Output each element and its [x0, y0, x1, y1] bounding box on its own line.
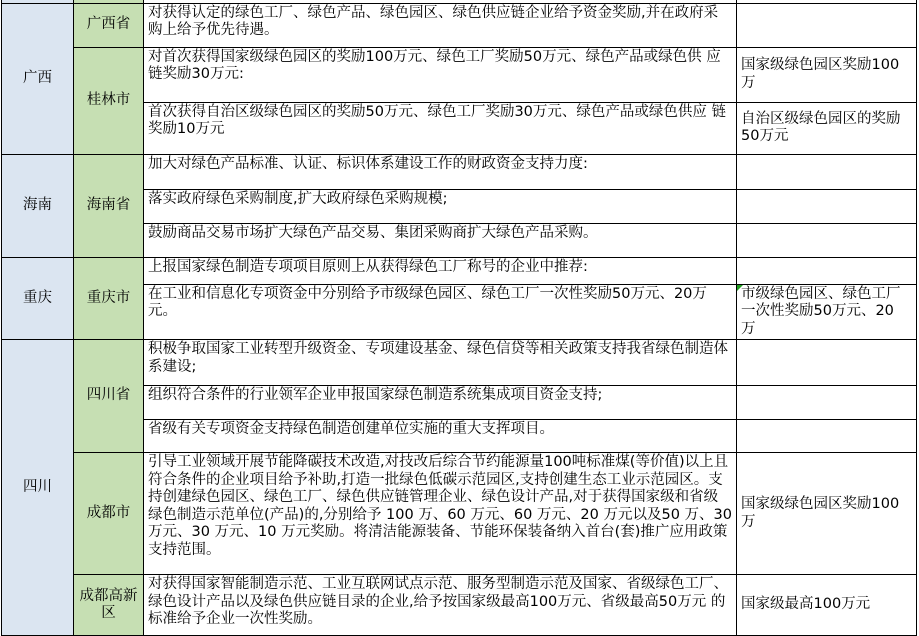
policy-cell[interactable]: 上报国家绿色制造专项项目原则上从获得绿色工厂称号的企业中推荐: [144, 257, 737, 284]
award-cell[interactable] [737, 223, 917, 257]
table-row [2, 154, 917, 189]
policy-cell[interactable]: 首次获得自治区级绿色园区的奖励50万元、绿色工厂奖励30万元、绿色产品或绿色供应 链奖励10万元 [144, 102, 737, 154]
policy-cell[interactable]: 在工业和信息化专项资金中分别给予市级绿色园区、绿色工厂一次性奖励50万元、20万元。 [144, 284, 737, 340]
policy-cell[interactable]: 对获得国家智能制造示范、工业互联网试点示范、服务型制造示范及国家、省级绿色工厂、绿色设计产品以及绿色供应链目录的企业,给予按国家级最高100万元、省级最高50万元 的标准给予企业一次性奖励。 [144, 575, 737, 636]
province-cell-chongqing[interactable]: 重庆 [2, 257, 74, 340]
city-cell-guangxi-sheng[interactable]: 广西省 [74, 3, 144, 47]
province-cell-guangxi[interactable]: 广西 [2, 3, 74, 154]
city-cell-chengdu-gaoxin[interactable]: 成都高新区 [74, 575, 144, 636]
table-row [2, 575, 917, 636]
policy-cell[interactable]: 省级有关专项资金支持绿色制造创建单位实施的重大支挥项目。 [144, 420, 737, 453]
award-cell[interactable] [737, 386, 917, 420]
city-cell-chongqing-shi[interactable]: 重庆市 [74, 257, 144, 340]
table-row [2, 47, 917, 102]
table-row [2, 257, 917, 284]
policy-cell[interactable]: 落实政府绿色采购制度,扩大政府绿色采购规模; [144, 189, 737, 223]
province-cell-sichuan[interactable]: 四川 [2, 340, 74, 636]
policy-cell[interactable]: 积极争取国家工业转型升级资金、专项建设基金、绿色信贷等相关政策支持我省绿色制造体系建设; [144, 340, 737, 386]
city-cell-guilin[interactable]: 桂林市 [74, 47, 144, 154]
city-cell-hainan-sheng[interactable]: 海南省 [74, 154, 144, 257]
policy-cell[interactable]: 鼓励商品交易市场扩大绿色产品交易、集团采购商扩大绿色产品采购。 [144, 223, 737, 257]
award-cell[interactable]: 国家级绿色园区奖励100万 [737, 453, 917, 575]
award-text: 市级绿色园区、绿色工厂一次性奖励50万元、20万 [741, 285, 901, 337]
award-cell[interactable] [737, 154, 917, 189]
cell-comment-triangle-icon [737, 285, 743, 291]
policy-cell[interactable]: 引导工业领域开展节能降碳技术改造,对技改后综合节约能源量100吨标准煤(等价值)以上且符合条件的企业项目给予补助,打造一批绿色低碳示范园区,支持创建生态工业示范园区。支持创建绿色园区、绿色工厂、绿色供应链管理企业、绿色设计产品,对于获得国家级和省级绿色制造示范单位(产品)的,分别给予 100 万、60 万元、60 万元、20 万元以及50 万、30 万元、30 万元、10 万元奖励。将清洁能源装备、节能环保装备纳入首台(套)推广应用政策支持范围。 [144, 453, 737, 575]
award-cell[interactable] [737, 3, 917, 47]
award-cell[interactable]: 自治区级绿色园区的奖励50万元 [737, 102, 917, 154]
award-cell[interactable]: 国家级绿色园区奖励100万 [737, 47, 917, 102]
policy-cell[interactable]: 组织符合条件的行业领军企业申报国家绿色制造系统集成项目资金支持; [144, 386, 737, 420]
award-cell[interactable] [737, 257, 917, 284]
table-row [2, 340, 917, 386]
award-cell[interactable]: 国家级最高100万元 [737, 575, 917, 636]
award-cell-flagged[interactable] [737, 284, 917, 340]
city-cell-sichuan-sheng[interactable]: 四川省 [74, 340, 144, 453]
policy-cell[interactable]: 对首次获得国家级绿色园区的奖励100万元、绿色工厂奖励50万元、绿色产品或绿色供 应链奖励30万元: [144, 47, 737, 102]
policy-table [1, 0, 917, 636]
province-cell-hainan[interactable]: 海南 [2, 154, 74, 257]
table-row [2, 453, 917, 575]
table-row [2, 3, 917, 47]
award-cell[interactable] [737, 420, 917, 453]
policy-cell[interactable]: 对获得认定的绿色工厂、绿色产品、绿色园区、绿色供应链企业给予资金奖励,并在政府采购上给予优先待遇。 [144, 3, 737, 47]
policy-cell[interactable]: 加大对绿色产品标准、认证、标识体系建设工作的财政资金支持力度: [144, 154, 737, 189]
award-cell[interactable] [737, 189, 917, 223]
city-cell-chengdu-shi[interactable]: 成都市 [74, 453, 144, 575]
award-cell[interactable] [737, 340, 917, 386]
